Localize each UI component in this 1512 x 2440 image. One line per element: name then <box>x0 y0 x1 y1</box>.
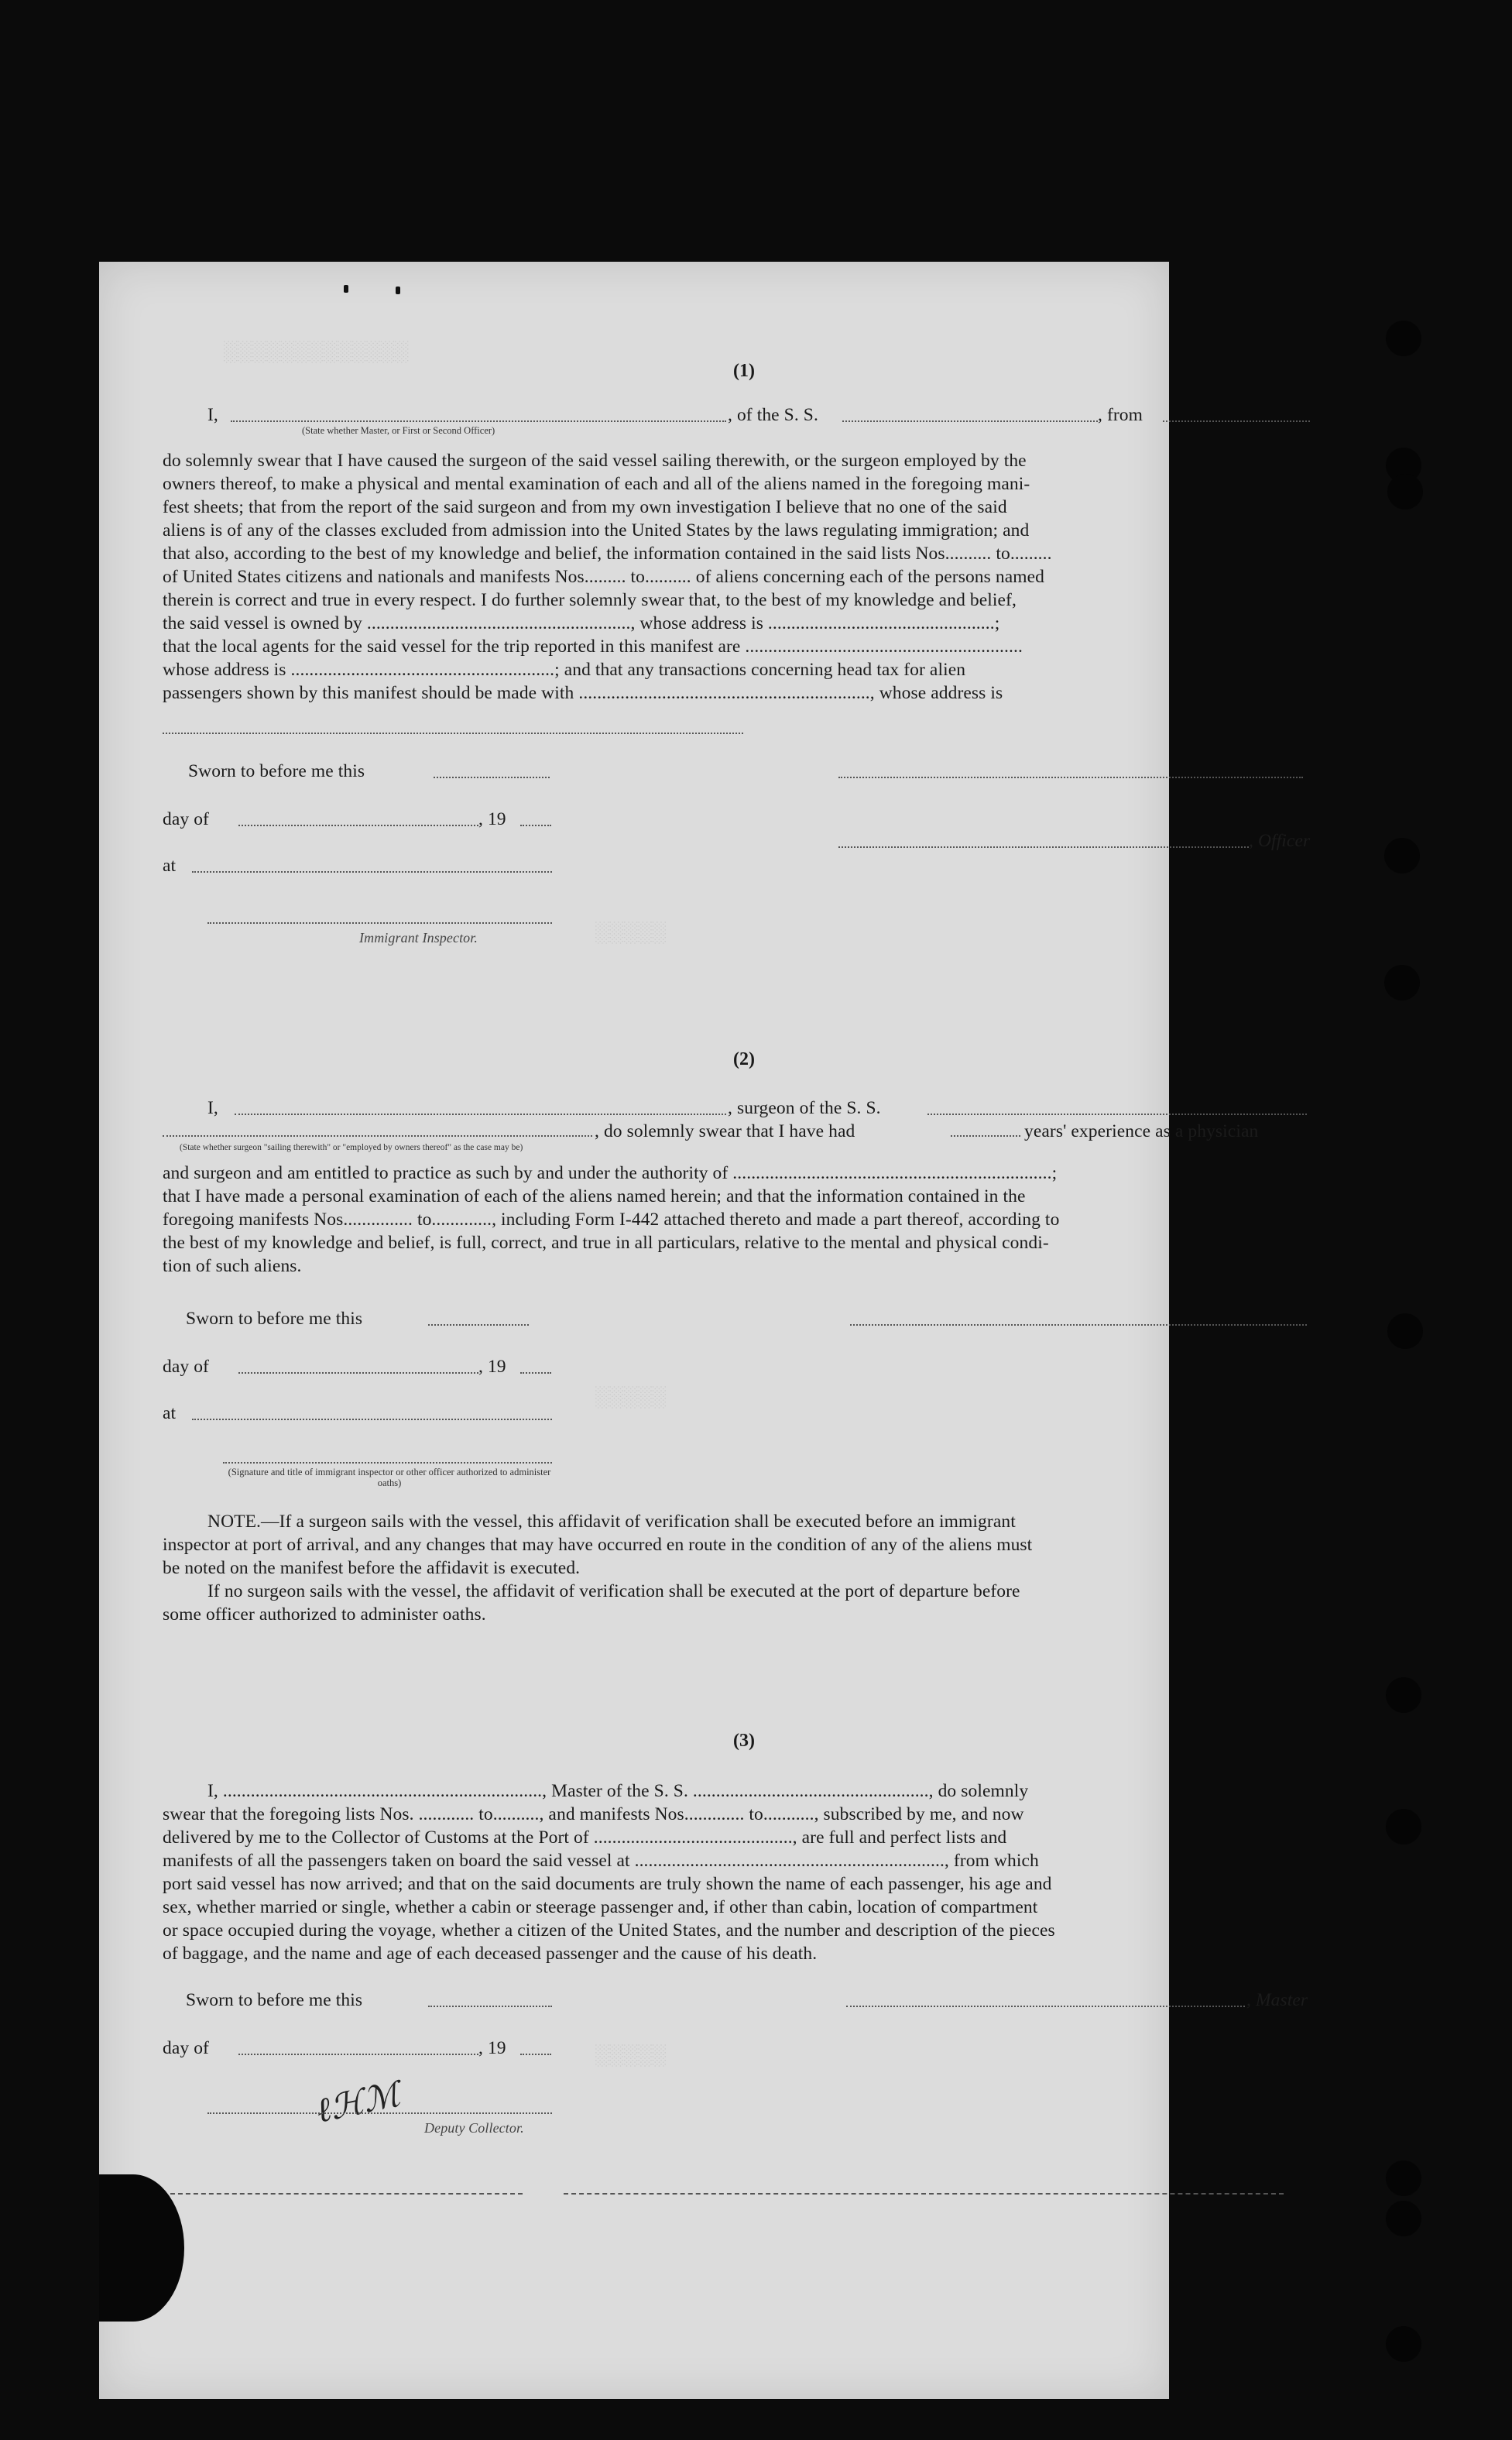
bottom-rule <box>163 2193 523 2195</box>
inspector-title: Immigrant Inspector. <box>359 930 478 945</box>
manifest-back-page <box>99 262 1311 2399</box>
oath-paragraph-line: that also, according to the best of my knowledge and belief, the information contained in the said lists Nos.......... to......... <box>163 544 1052 564</box>
year-label: , 19 <box>478 1357 506 1377</box>
ink-blot <box>99 2174 184 2322</box>
collector-signature-scrawl: ℓℋℳ <box>312 2075 403 2131</box>
punch-hole <box>1386 1677 1421 1713</box>
surgeon-oath-pronoun: I, <box>207 1098 218 1118</box>
oath-paragraph-line: therein is correct and true in every respect. I do further solemnly swear that, to the best of my knowledge and belief, <box>163 590 1017 610</box>
oath-paragraph-line: do solemnly swear that I have caused the surgeon of the said vessel sailing therewith, or the surgeon employed by the <box>163 451 1027 471</box>
oath-paragraph-line: whose address is .........................................................; and that any transactions concerning head tax for alien <box>163 660 966 680</box>
officer-title-blank[interactable] <box>838 846 1249 848</box>
surgeon-paragraph-line: the best of my knowledge and belief, is full, correct, and true in all particulars, relative to the mental and physical condi- <box>163 1233 1049 1253</box>
years-experience-blank[interactable] <box>951 1135 1020 1137</box>
punch-hole <box>1387 474 1423 510</box>
sworn-date-blank[interactable] <box>434 777 550 778</box>
master-paragraph-line: port said vessel has now arrived; and that on the said documents are truly shown the name of each passenger, his age and <box>163 1874 1052 1894</box>
day-month-blank[interactable] <box>238 2054 478 2055</box>
surgeon-paragraph-line: that I have made a personal examination of each of the aliens named herein; and that the information contained in the <box>163 1186 1026 1206</box>
officer-signature-blank[interactable] <box>223 1462 552 1464</box>
day-of-label: day of <box>163 809 209 829</box>
section-number: (2) <box>733 1049 755 1069</box>
punch-hole <box>1386 2326 1421 2362</box>
ink-mark <box>344 285 348 293</box>
at-place-blank[interactable] <box>192 871 552 873</box>
punch-hole <box>1386 1809 1421 1845</box>
physician-label: years' experience as a physician <box>1024 1121 1259 1141</box>
day-month-blank[interactable] <box>238 825 478 826</box>
master-paragraph-line: or space occupied during the voyage, whether a citizen of the United States, and the number and description of the pieces <box>163 1920 1055 1941</box>
oath-paragraph-line: owners thereof, to make a physical and mental examination of each and all of the aliens named in the foregoing mani- <box>163 474 1030 494</box>
note-line: be noted on the manifest before the affidavit is executed. <box>163 1558 581 1578</box>
surgeon-capacity-blank[interactable] <box>163 1135 592 1137</box>
sworn-label: Sworn to before me this <box>188 761 365 781</box>
master-paragraph-line: swear that the foregoing lists Nos. ............ to.........., and manifests Nos............. to..........., subscribed by me, and now <box>163 1804 1024 1824</box>
oath-paragraph-line: that the local agents for the said vessel for the trip reported in this manifest are ............................................................ <box>163 637 1023 657</box>
note-line: If no surgeon sails with the vessel, the affidavit of verification shall be executed at the port of departure before <box>207 1581 1020 1601</box>
day-of-label: day of <box>163 1357 209 1377</box>
bleed-through-text: ░░░░░ <box>595 920 667 943</box>
collector-signature-blank[interactable] <box>207 2112 552 2114</box>
year-blank[interactable] <box>520 1372 551 1374</box>
oath-from-label: , from <box>1098 405 1143 425</box>
officer-signature-blank[interactable] <box>838 777 1303 778</box>
master-signature-blank[interactable] <box>846 2006 1245 2007</box>
year-blank[interactable] <box>520 825 551 826</box>
punch-hole <box>1384 965 1420 1000</box>
sworn-date-blank[interactable] <box>428 1324 529 1326</box>
oath-paragraph-line: fest sheets; that from the report of the said surgeon and from my own investigation I believe that no one of the said <box>163 497 1007 517</box>
punch-hole <box>1387 1313 1423 1349</box>
master-paragraph-line: manifests of all the passengers taken on board the said vessel at ..................................................................., from which <box>163 1851 1039 1871</box>
at-label: at <box>163 856 177 876</box>
collector-title: Deputy Collector. <box>424 2120 524 2136</box>
oath-paragraph-line: the said vessel is owned by ........................................................., whose address is .................................................; <box>163 613 1000 633</box>
section-number: (1) <box>733 361 755 381</box>
oath-paragraph-line: passengers shown by this manifest should be made with ..............................................................., whose address is <box>163 683 1003 703</box>
year-label: , 19 <box>478 809 506 829</box>
oath-vessel-label: , of the S. S. <box>728 405 818 425</box>
day-month-blank[interactable] <box>238 1372 478 1374</box>
sworn-label: Sworn to before me this <box>186 1309 363 1329</box>
oath-paragraph-line: aliens is of any of the classes excluded from admission into the United States by the laws regulating immigration; and <box>163 520 1030 541</box>
bottom-rule <box>564 2193 1284 2195</box>
master-paragraph-line: of baggage, and the name and age of each deceased passenger and the cause of his death. <box>163 1944 818 1964</box>
surgeon-paragraph-line: foregoing manifests Nos............... to............., including Form I-442 attached thereto and made a part thereof, according to <box>163 1210 1060 1230</box>
officer-title-label: , Officer <box>1249 831 1311 851</box>
surgeon-paragraph-line: tion of such aliens. <box>163 1256 302 1276</box>
master-title-label: , Master <box>1246 1990 1308 2010</box>
oath-line-intro <box>207 403 218 427</box>
punch-hole <box>1386 2201 1421 2236</box>
surgeon-paragraph-line: and surgeon and am entitled to practice as such by and under the authority of .....................................................................; <box>163 1163 1058 1183</box>
surgeon-signature-blank[interactable] <box>850 1324 1307 1326</box>
name-blank[interactable] <box>231 420 726 422</box>
day-of-label: day of <box>163 2038 209 2058</box>
oath-pronoun: I, <box>207 405 218 425</box>
officer-rank-note: (State whether Master, or First or Second Officer) <box>302 425 495 436</box>
master-paragraph-line: sex, whether married or single, whether a cabin or steerage passenger and, if other than cabin, location of compartment <box>163 1897 1038 1917</box>
vessel-name-blank[interactable] <box>842 420 1098 422</box>
bleed-through-text: ░░░░░ <box>595 2043 667 2066</box>
surgeon-name-blank[interactable] <box>235 1114 726 1115</box>
inspector-signature-blank[interactable] <box>207 922 552 924</box>
head-tax-address-blank[interactable] <box>163 733 743 734</box>
punch-hole <box>1386 2160 1421 2196</box>
punch-hole <box>1386 321 1421 356</box>
section-number: (3) <box>733 1731 755 1751</box>
sworn-label: Sworn to before me this <box>186 1990 363 2010</box>
note-line: NOTE.—If a surgeon sails with the vessel, this affidavit of verification shall be executed before an immigrant <box>207 1512 1016 1532</box>
from-port-blank[interactable] <box>1163 420 1310 422</box>
year-label: , 19 <box>478 2038 506 2058</box>
surgeon-experience-label: , do solemnly swear that I have had <box>595 1121 855 1141</box>
ink-mark <box>396 287 400 294</box>
punch-hole <box>1384 838 1420 873</box>
master-paragraph-line: I, ....................................................................., Master of the S. S. ..................................................., do solemnly <box>207 1781 1029 1801</box>
surgeon-capacity-note: (State whether surgeon "sailing therewith" or "employed by owners thereof" as the case may be) <box>180 1143 523 1152</box>
sworn-date-blank[interactable] <box>428 2006 552 2007</box>
bleed-through-text: ░░░░░░░░░░░░░ <box>223 339 409 362</box>
surgeon-vessel-label: , surgeon of the S. S. <box>728 1098 881 1118</box>
bleed-through-text: ░░░░░ <box>595 1385 667 1408</box>
officer-signature-note: (Signature and title of immigrant inspector or other officer authorized to administer oaths) <box>228 1467 551 1488</box>
oath-paragraph-line: of United States citizens and nationals and manifests Nos......... to.......... of aliens concerning each of the persons named <box>163 567 1045 587</box>
at-place-blank[interactable] <box>192 1419 552 1420</box>
master-paragraph-line: delivered by me to the Collector of Customs at the Port of ..........................................., are full and perfect lists and <box>163 1827 1007 1848</box>
note-line: some officer authorized to administer oaths. <box>163 1604 486 1625</box>
year-blank[interactable] <box>520 2054 551 2055</box>
surgeon-vessel-blank[interactable] <box>927 1114 1307 1115</box>
note-line: inspector at port of arrival, and any changes that may have occurred en route in the condition of any of the aliens must <box>163 1535 1033 1555</box>
at-label: at <box>163 1403 177 1423</box>
